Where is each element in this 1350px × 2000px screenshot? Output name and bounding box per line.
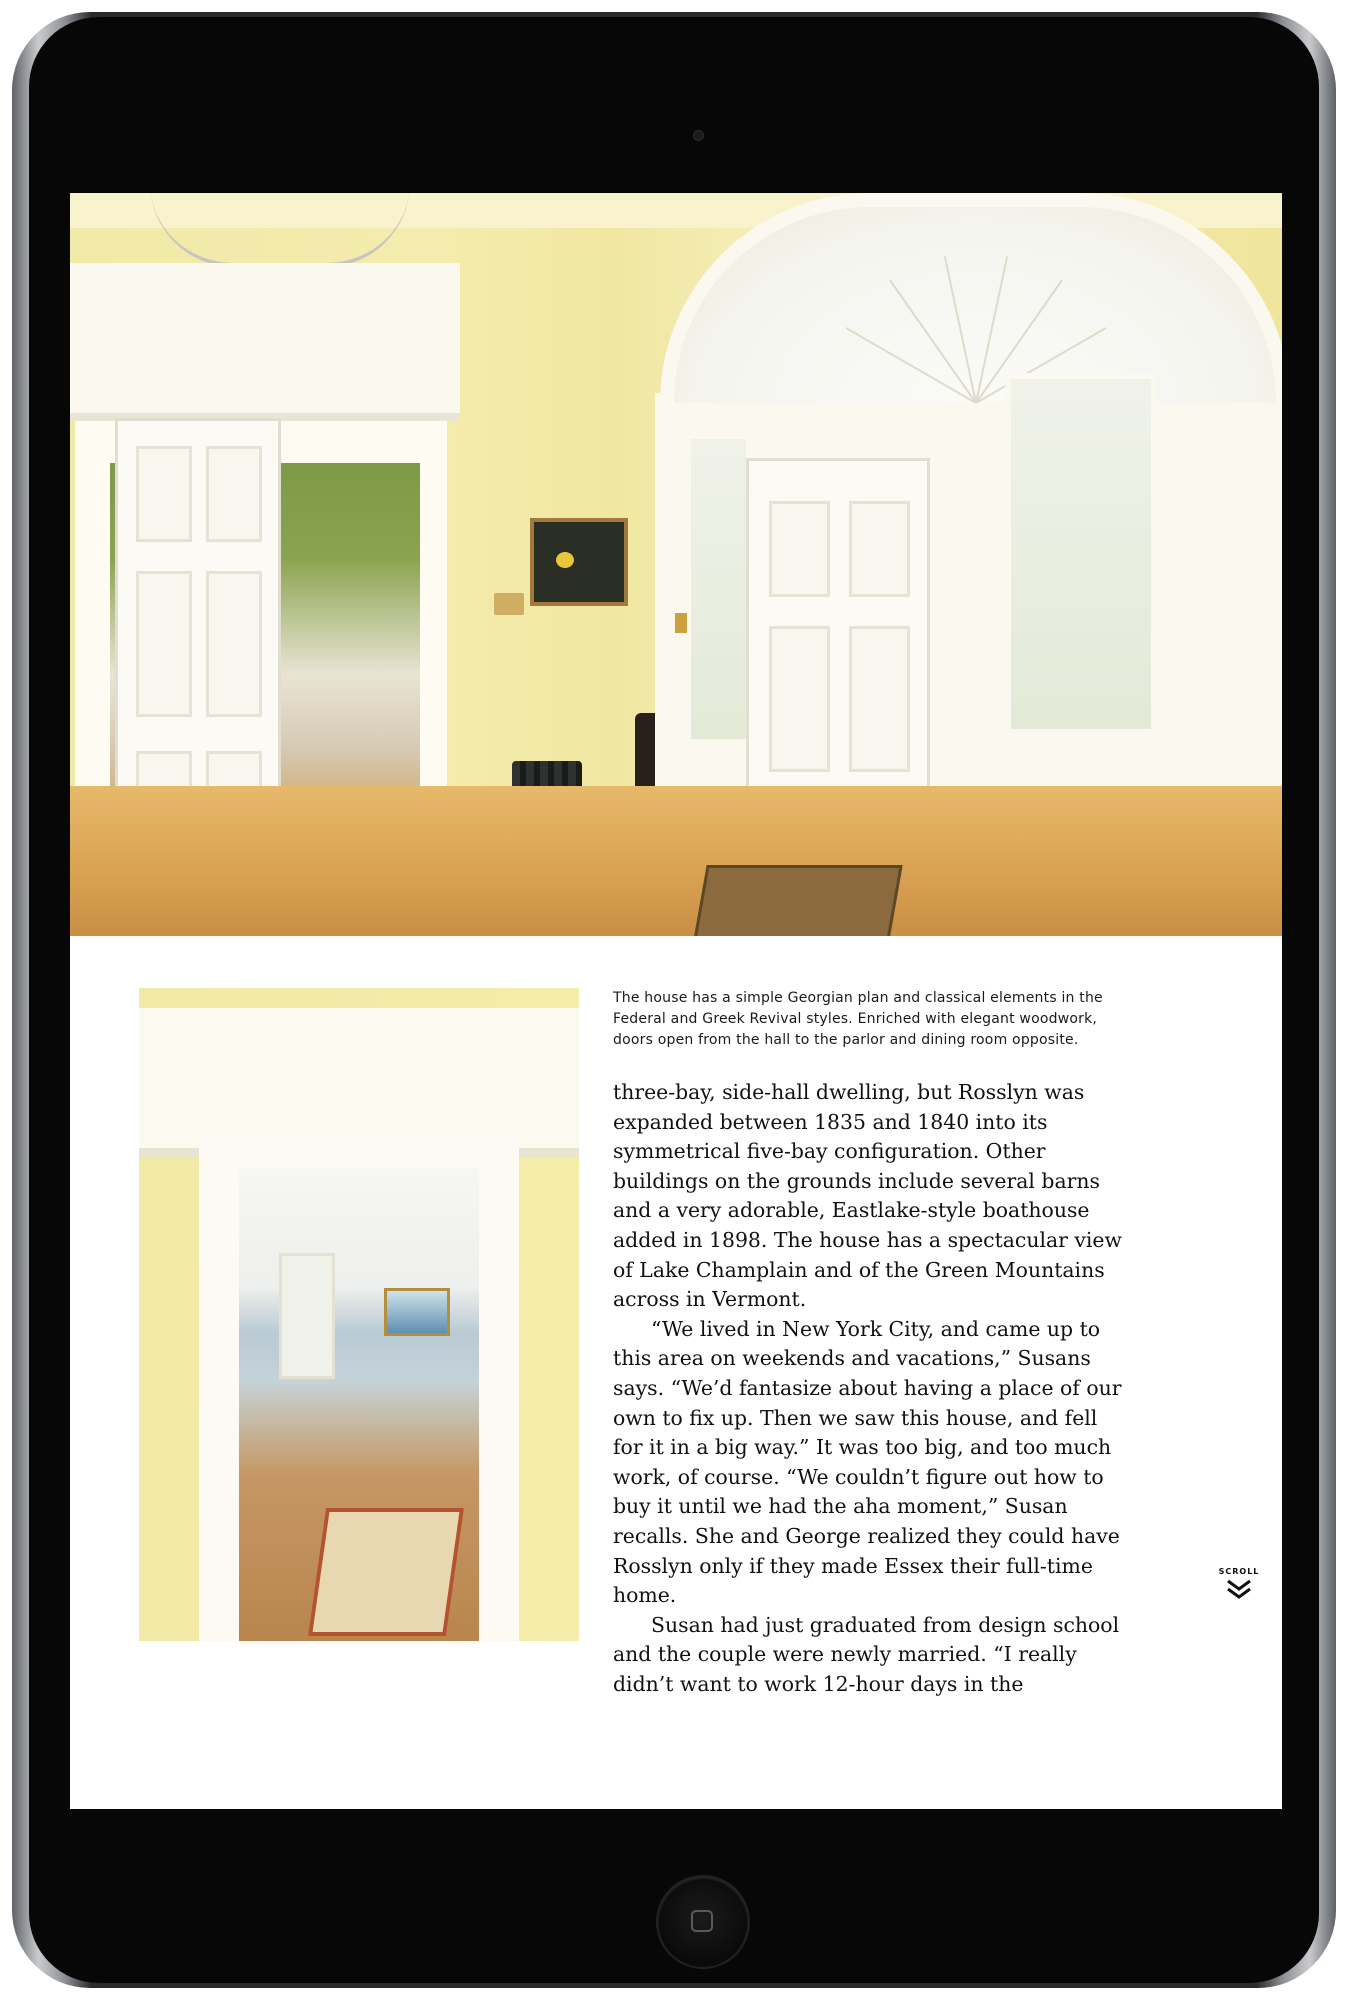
article-paragraph: Susan had just graduated from design school and the couple were newly married. “I really didn’t want to work 12-hour days in the <box>613 1612 1120 1696</box>
right-sidelight <box>1005 373 1157 735</box>
front-camera <box>693 130 704 141</box>
article-body <box>613 1078 1123 1699</box>
home-square-icon <box>691 1910 713 1932</box>
lemon <box>556 552 574 568</box>
left-sidelight <box>685 433 752 745</box>
door-pediment <box>70 263 460 421</box>
still-life-painting <box>530 518 628 606</box>
fanlight-rib <box>846 327 977 404</box>
article-paragraph: “We lived in New York City, and came up to this area on weekends and vacations,” Susans says. “We’d fantasize about having a place of our own to fix up. Then we saw this house, and fell for it in a big way.” It was too big, and too much work, of course. “We couldn’t figure out how to buy it until we had the aha moment,” Susan recalls. She and George realized they could have Rosslyn only if they made Essex their full-time home. <box>613 1316 1122 1608</box>
door-lock <box>675 613 687 633</box>
home-button[interactable] <box>658 1877 748 1967</box>
door-panel <box>206 571 262 717</box>
double-chevron-down-icon <box>1224 1578 1254 1600</box>
door-panel <box>136 446 192 542</box>
seascape-painting <box>384 1288 450 1336</box>
door-panel <box>849 501 910 597</box>
door-panel <box>206 446 262 542</box>
wood-floor <box>70 786 1282 936</box>
area-rug <box>308 1508 464 1636</box>
scroll-indicator[interactable] <box>1215 1567 1263 1600</box>
doormat <box>693 865 902 936</box>
inset-photo <box>139 988 579 1641</box>
door-panel <box>769 501 830 597</box>
window-with-shade <box>279 1253 335 1379</box>
light-switch <box>494 593 524 615</box>
door-panel <box>769 626 830 772</box>
scroll-label: SCROLL <box>1218 1567 1260 1576</box>
chandelier <box>150 193 410 267</box>
photo-caption: The house has a simple Georgian plan and classical elements in the Federal and Greek Revival styles. Enriched with elegant woodwork, doors open from the hall to the parlor and dining room opposite. <box>613 990 1103 1048</box>
hero-photo <box>70 193 1282 936</box>
door-panel <box>136 571 192 717</box>
door-panel <box>849 626 910 772</box>
magazine-page[interactable] <box>70 193 1282 1809</box>
article-paragraph: three-bay, side-hall dwelling, but Rosslyn was expanded between 1835 and 1840 into its symmetrical five-bay configuration. Other buildings on the grounds include several barns and a very adorable, Eastlake-style boathouse added in 1898. The house has a spectacular view of Lake Champlain and of the Green Mountains across in Vermont. <box>613 1080 1122 1312</box>
